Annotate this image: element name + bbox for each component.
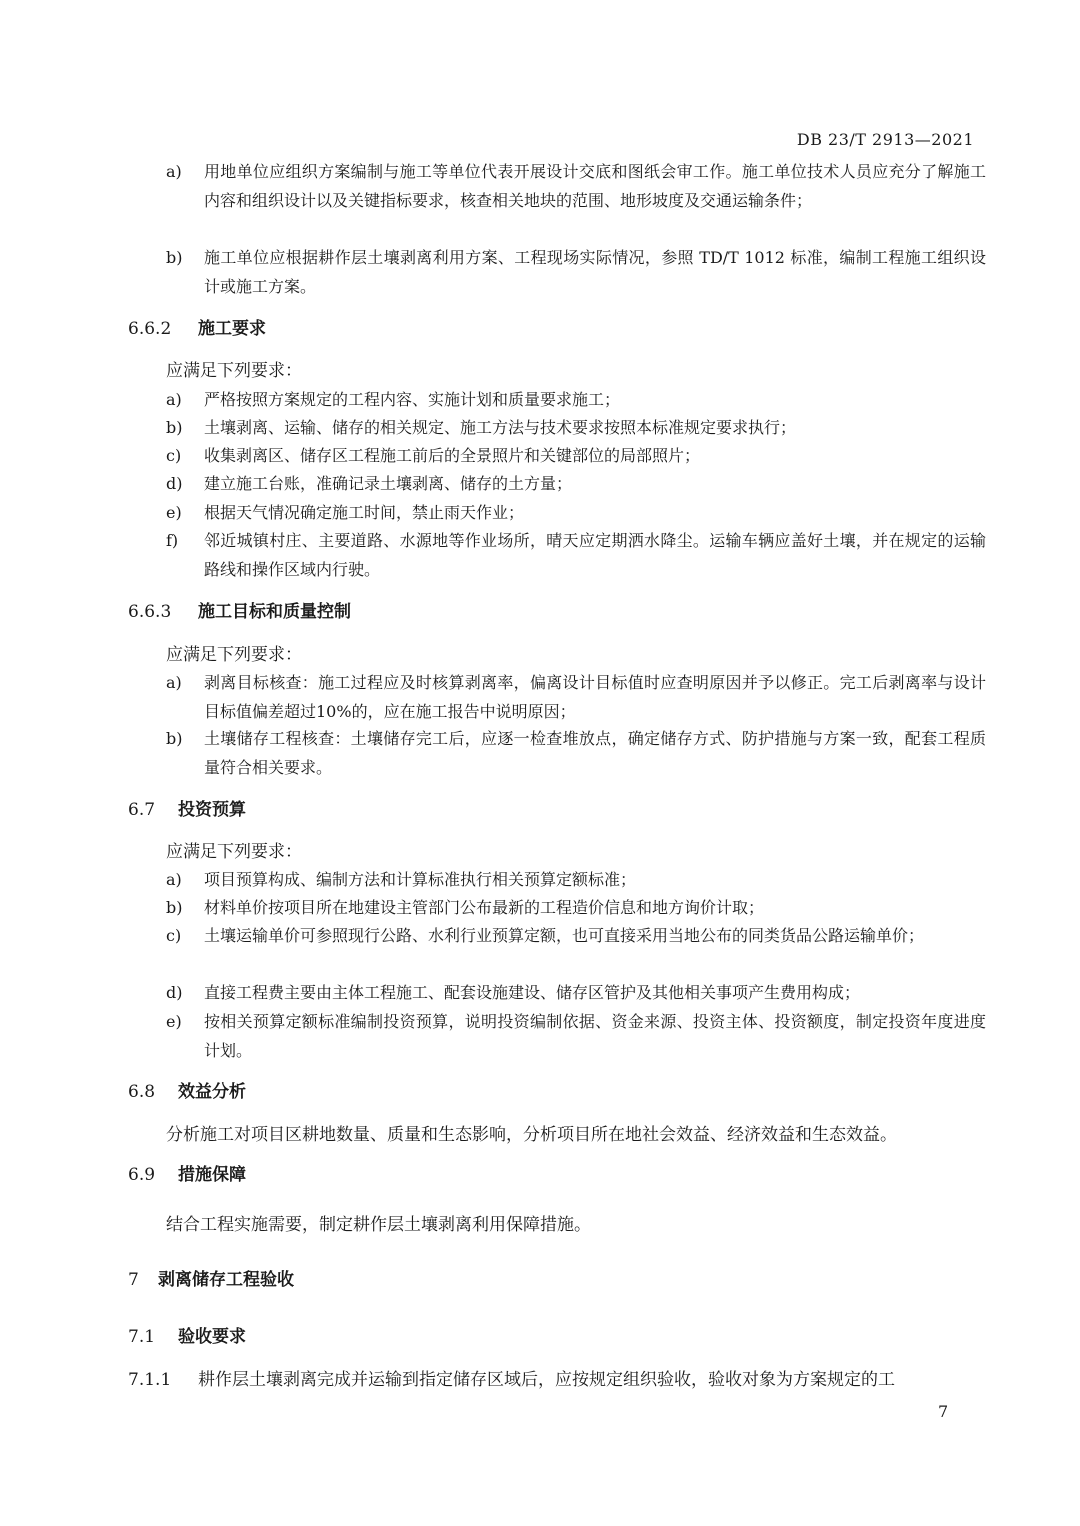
- list-marker: e): [166, 503, 182, 522]
- list-text: 剥离目标核查：施工过程应及时核算剥离率，偏离设计目标值时应查明原因并予以修正。完工后剥离率与设计目标值偏差超过10%的，应在施工报告中说明原因；: [204, 673, 986, 721]
- list-text: 施工单位应根据耕作层土壤剥离利用方案、工程现场实际情况，参照 TD/T 1012 标准，编制工程施工组织设计或施工方案。: [204, 248, 986, 296]
- body-paragraph: 分析施工对项目区耕地数量、质量和生态影响，分析项目所在地社会效益、经济效益和生态效益。: [166, 1125, 897, 1145]
- list-marker: d): [166, 474, 183, 493]
- section-heading: [128, 315, 266, 343]
- section-number: 7.1: [128, 1327, 156, 1347]
- list-marker: a): [166, 870, 182, 889]
- section-number: 6.7: [128, 800, 156, 820]
- section-title: 施工目标和质量控制: [198, 602, 351, 622]
- document-code: DB 23/T 2913—2021: [796, 130, 974, 149]
- list-marker: c): [166, 926, 182, 945]
- list-text: 土壤剥离、运输、储存的相关规定、施工方法与技术要求按照本标准规定要求执行；: [204, 418, 797, 437]
- list-marker: b): [166, 418, 183, 437]
- chapter-number: 7: [128, 1270, 139, 1290]
- list-marker: a): [166, 673, 182, 692]
- list-text: 土壤储存工程核查：土壤储存完工后，应逐一检查堆放点，确定储存方式、防护措施与方案一致，配套工程质量符合相关要求。: [204, 729, 986, 777]
- section-heading: [128, 1161, 246, 1189]
- list-text: 按相关预算定额标准编制投资预算，说明投资编制依据、资金来源、投资主体、投资额度，制定投资年度进度计划。: [204, 1012, 986, 1060]
- list-marker: b): [166, 248, 183, 267]
- list-text: 收集剥离区、储存区工程施工前后的全景照片和关键部位的局部照片；: [204, 446, 701, 465]
- chapter-heading: [128, 1266, 294, 1294]
- body-paragraph: 结合工程实施需要，制定耕作层土壤剥离利用保障措施。: [166, 1215, 591, 1235]
- section-number: 6.6.2: [128, 319, 172, 339]
- list-text: 直接工程费主要由主体工程施工、配套设施建设、储存区管护及其他相关事项产生费用构成；: [204, 983, 861, 1002]
- page-number: 7: [938, 1402, 949, 1421]
- section-heading: [128, 1078, 246, 1106]
- list-text: 用地单位应组织方案编制与施工等单位代表开展设计交底和图纸会审工作。施工单位技术人员应充分了解施工内容和组织设计以及关键指标要求，核查相关地块的范围、地形坡度及交通运输条件；: [204, 162, 986, 210]
- lead-text: 应满足下列要求：: [166, 645, 302, 665]
- lead-text: 应满足下列要求：: [166, 842, 302, 862]
- section-title: 投资预算: [178, 800, 246, 820]
- section-heading: [128, 796, 246, 824]
- list-text: 邻近城镇村庄、主要道路、水源地等作业场所，晴天应定期洒水降尘。运输车辆应盖好土壤，并在规定的运输路线和操作区域内行驶。: [204, 531, 986, 579]
- clause-paragraph: [128, 1366, 984, 1394]
- list-marker: e): [166, 1012, 182, 1031]
- list-text: 严格按照方案规定的工程内容、实施计划和质量要求施工；: [204, 390, 621, 409]
- list-marker: c): [166, 446, 182, 465]
- section-title: 施工要求: [198, 319, 266, 339]
- section-number: 6.9: [128, 1165, 156, 1185]
- section-number: 6.8: [128, 1082, 156, 1102]
- section-title: 效益分析: [178, 1082, 246, 1102]
- list-text: 根据天气情况确定施工时间，禁止雨天作业；: [204, 503, 525, 522]
- section-heading: [128, 1323, 246, 1351]
- list-text: 土壤运输单价可参照现行公路、水利行业预算定额，也可直接采用当地公布的同类货品公路运输单价；: [204, 926, 925, 945]
- section-title: 措施保障: [178, 1165, 246, 1185]
- clause-number: 7.1.1: [128, 1370, 172, 1390]
- chapter-title: 剥离储存工程验收: [158, 1270, 294, 1290]
- list-text: 项目预算构成、编制方法和计算标准执行相关预算定额标准；: [204, 870, 637, 889]
- list-marker: d): [166, 983, 183, 1002]
- list-marker: f): [166, 531, 179, 550]
- list-marker: b): [166, 729, 183, 748]
- lead-text: 应满足下列要求：: [166, 361, 302, 381]
- list-marker: a): [166, 390, 182, 409]
- section-heading: [128, 598, 351, 626]
- list-marker: a): [166, 162, 182, 181]
- section-number: 6.6.3: [128, 602, 172, 622]
- section-title: 验收要求: [178, 1327, 246, 1347]
- list-text: 材料单价按项目所在地建设主管部门公布最新的工程造价信息和地方询价计取；: [204, 898, 765, 917]
- list-text: 建立施工台账，准确记录土壤剥离、储存的土方量；: [204, 474, 573, 493]
- clause-text: 耕作层土壤剥离完成并运输到指定储存区域后，应按规定组织验收，验收对象为方案规定的工: [198, 1370, 895, 1390]
- list-marker: b): [166, 898, 183, 917]
